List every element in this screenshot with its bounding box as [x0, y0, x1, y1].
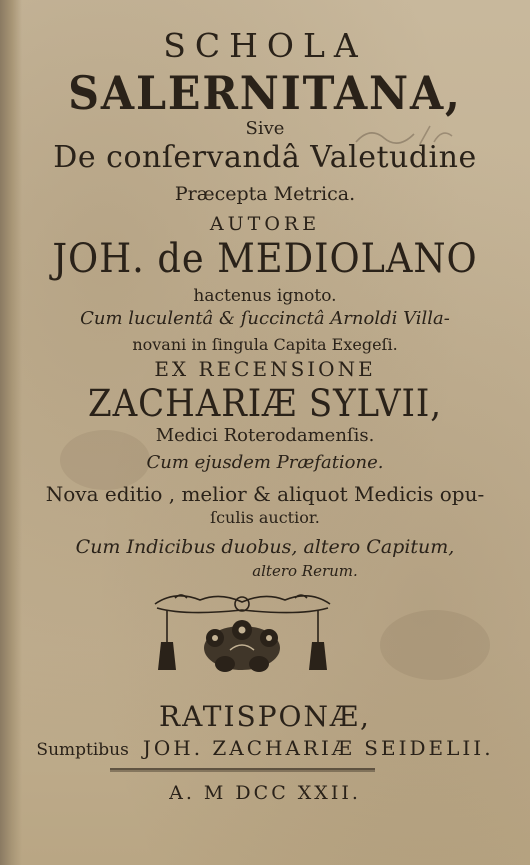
editor-name: ZACHARIÆ SYLVII, [88, 382, 442, 425]
title-line-schola: SCHOLA [163, 26, 367, 65]
commentary-line-2: novani in ſingula Capita Exegeſi. [132, 335, 398, 354]
preface-line: Cum ejusdem Præfatione. [146, 452, 384, 473]
fruit-basket-vignette-icon [145, 590, 340, 682]
title-line-de-conservanda: De conſervandâ Valetudine [53, 140, 477, 175]
author-note: hactenus ignoto. [193, 286, 337, 306]
editor-note: Medici Roterodamenſis. [155, 425, 375, 446]
author-name: JOH. de MEDIOLANO [52, 236, 478, 282]
imprint-publisher-line [0, 736, 530, 760]
paper-stain [380, 610, 490, 680]
publisher-name: JOH. ZACHARIÆ SEIDELII. [142, 736, 494, 760]
edition-line-2: ſculis auctior. [210, 508, 320, 527]
ex-recensione-label: EX RECENSIONE [154, 357, 376, 381]
autore-label: AUTORE [209, 213, 321, 235]
commentary-line-1: Cum luculentâ & ſuccinctâ Arnoldi Villa- [80, 308, 450, 329]
title-line-praecepta: Præcepta Metrica. [174, 183, 356, 205]
imprint-rule [110, 768, 375, 772]
edition-line-1: Nova editio , melior & aliquot Medicis opu- [45, 482, 485, 506]
title-line-sive: Sive [245, 118, 285, 139]
imprint-place: RATISPONÆ, [159, 700, 371, 733]
indices-line-1: Cum Indicibus duobus, altero Capitum, [75, 536, 455, 558]
imprint-year: A. M DCC XXII. [169, 782, 361, 804]
indices-line-2: altero Rerum. [252, 562, 358, 580]
sumptibus-label: Sumptibus [36, 740, 129, 760]
title-line-salernitana: SALERNITANA, [68, 66, 462, 120]
